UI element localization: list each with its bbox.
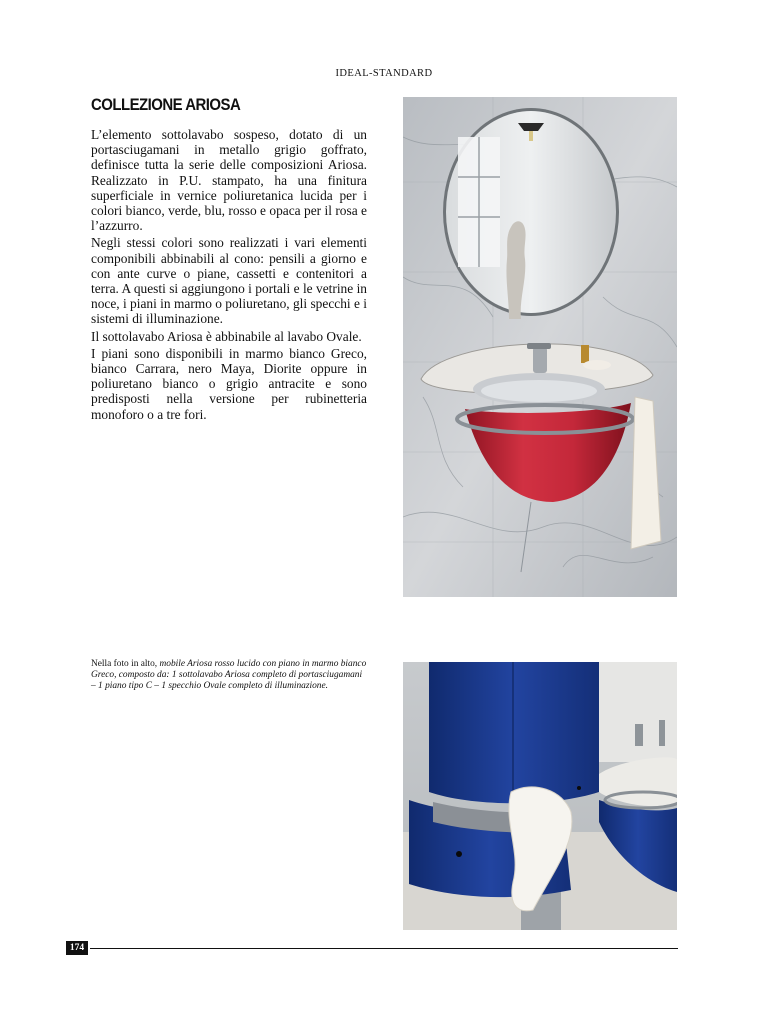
caption-lead: Nella foto in alto, xyxy=(91,659,158,669)
caption-text: mobile Ariosa rosso lucido con piano in marmo bianco Greco, composto da: 1 sottolavabo Ariosa completo di portasciugamani – 1 piano tipo C – 1 specchio Ovale completo di illuminazione. xyxy=(91,659,367,691)
paragraph: I piani sono disponibili in marmo bianco Greco, bianco Carrara, nero Maya, Diorite oppure in poliuretano bianco o grigio antracite e sono predisposti nella versione per rubinetteria monoforo o a tre fori. xyxy=(91,345,367,422)
photo-caption xyxy=(91,659,369,691)
page-number: 174 xyxy=(66,941,88,955)
cabinet-photo xyxy=(403,662,677,930)
body-text xyxy=(91,127,367,424)
page-title: COLLEZIONE ARIOSA xyxy=(91,95,241,114)
paragraph: Il sottolavabo Ariosa è abbinabile al lavabo Ovale. xyxy=(91,328,362,344)
brand-header: IDEAL-STANDARD xyxy=(335,68,433,79)
washbasin-photo xyxy=(403,97,677,597)
paragraph: L’elemento sottolavabo sospeso, dotato di un portasciugamani in metallo grigio goffrato, definisce tutta la serie delle composizioni Ariosa. Realizzato in P.U. stampato, ha una finitura superficiale in vernice poliuretanica lucida per i colori bianco, verde, blu, rosso e opaca per il rosa e l’azzurro. xyxy=(91,127,367,234)
footer-rule xyxy=(90,948,678,949)
paragraph: Negli stessi colori sono realizzati i vari elementi componibili abbinabili al cono: pensili a giorno e con ante curve o piane, cassetti e contenitori a terra. A questi si aggiungono i portali e le vetrine in noce, i piani in marmo o poliuretano, gli specchi e i sistemi di illuminazione. xyxy=(91,235,367,327)
